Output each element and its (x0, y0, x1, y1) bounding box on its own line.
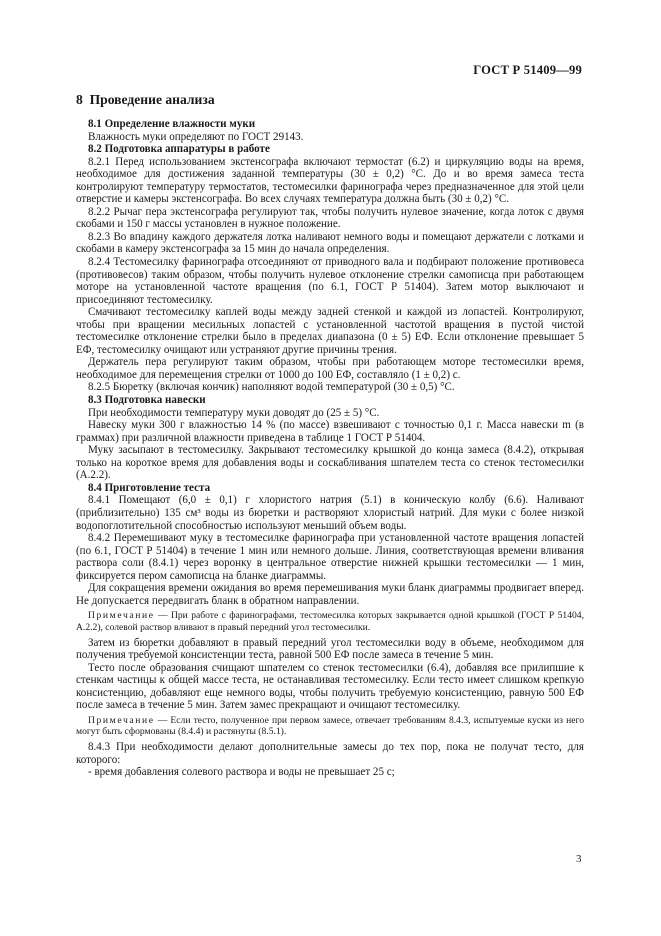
paragraph-8-2-5: 8.2.5 Бюретку (включая кончик) наполняют водой температурой (30 ± 0,5) °С. (88, 381, 455, 394)
paragraph-8-4-2-d: Тесто после образования счищают шпателем со стенок тестомесилки (6.4), добавляя все прилипшие к стенкам частицы к общей массе теста, не останавливая тестомесилку. Если тесто имеет слишком крепкую консистенцию, добавляют еще немного воды, чтобы получить требуемую консистенцию, равную 500 ЕФ после замеса в течение 5 мин. Затем замес прекращают и очищают тестомесилку. (76, 661, 584, 712)
note-1-text: — При работе с фаринографами, тестомесилка которых закрывается одной крышкой (ГОСТ Р 51404, А.2.2), солевой раствор вливают в правый передний угол тестомесилки. (76, 610, 584, 633)
page-number: 3 (576, 853, 582, 865)
paragraph-8-3-c: Муку засыпают в тестомесилку. Закрывают тестомесилку крышкой до конца замеса (8.4.2), открывая только на короткое время для добавления воды и соскабливания шпателем теста со стенок тестомесилки (А.2.2). (76, 444, 584, 482)
paragraph-8-4-2-b: Для сокращения времени ожидания во время перемешивания муки бланк диаграммы продвигает вперед. Не допускается передвигать бланк в обратном направлении. (76, 582, 584, 607)
note-1-label: Примечание (88, 610, 155, 622)
paragraph-8-4-3: 8.4.3 При необходимости делают дополнительные замесы до тех пор, пока не получат тесто, для которого: (76, 740, 584, 766)
list-item: - время добавления солевого раствора и воды не превышает 25 с; (88, 766, 395, 779)
subsection-8-3-title: 8.3 Подготовка навески (88, 394, 206, 407)
note-2 (76, 715, 584, 738)
subsection-8-2-title: 8.2 Подготовка аппаратуры в работе (88, 143, 270, 156)
page-content (76, 92, 584, 779)
paragraph-8-4-2: 8.4.2 Перемешивают муку в тестомесилке фаринографа при установленной частоте вращения лопастей (по 6.1, ГОСТ Р 51404) в течение 1 мин или немного дольше. Линия, соответствующая времени вливания раствора соли (8.4.1) через воронку в центральное отверстие нижней крышки тестомесилки — 1 мин, фиксируется пером самописца на бланке диаграммы. (76, 532, 584, 582)
paragraph-8-2-4: 8.2.4 Тестомесилку фаринографа отсоединяют от приводного вала и подбирают положение противовеса (противовесов) таким образом, чтобы получить нулевое отклонение стрелки самописца при работающем моторе на установленной частоте вращения (по 6.1, ГОСТ Р 51404). Затем мотор выключают и присоединяют тестомесилку. (76, 256, 584, 306)
section-title: Проведение анализа (89, 92, 215, 107)
standard-code: ГОСТ Р 51409—99 (473, 63, 582, 77)
section-heading (76, 92, 584, 108)
note-1 (76, 610, 584, 633)
paragraph-8-4-1: 8.4.1 Помещают (6,0 ± 0,1) г хлористого натрия (5.1) в коническую колбу (6.6). Наливают (приблизительно) 135 см³ воды из бюретки и растворяют хлористый натрий. Для муки с более низкой водопоглотительной способностью используют меньший объем воды. (76, 494, 584, 532)
paragraph-8-3-a: При необходимости температуру муки доводят до (25 ± 5) °С. (88, 406, 380, 419)
paragraph-8-2-3: 8.2.3 Во впадину каждого держателя лотка наливают немного воды и помещают держатели с лотками и скобами в камеру экстенсографа за 15 мин до начала определения. (76, 230, 584, 256)
note-2-label: Примечание (88, 714, 155, 726)
subsection-8-1-text: Влажность муки определяют по ГОСТ 29143. (88, 130, 304, 143)
paragraph-8-2-2: 8.2.2 Рычаг пера экстенсографа регулируют так, чтобы получить нулевое значение, когда лоток с двумя скобами и 150 г массы установлен в нужное положение. (76, 205, 584, 231)
note-2-text: — Если тесто, полученное при первом замесе, отвечает требованиям 8.4.3, испытуемые куски из него могут быть сформованы (8.4.4) и растянуты (8.5.1). (76, 714, 584, 738)
paragraph-8-4-2-c: Затем из бюретки добавляют в правый передний угол тестомесилки воду в объеме, необходимом для получения требуемой консистенции теста, равной 500 ЕФ после замеса в течение 5 мин. (76, 636, 584, 662)
subsection-8-4-title: 8.4 Приготовление теста (88, 481, 211, 494)
paragraph-8-2-4-c: Держатель пера регулируют таким образом, чтобы при работающем моторе тестомесилки время, необходимое для перемещения стрелки от 1000 до 100 ЕФ, составляло (1 ± 0,2) с. (76, 356, 584, 381)
subsection-8-1-title: 8.1 Определение влажности муки (88, 118, 256, 130)
paragraph-8-2-4-b: Смачивают тестомесилку каплей воды между задней стенкой и каждой из лопастей. Контролируют, чтобы при вращении месильных лопастей с установленной частотой вращения в пустой чистой тестомесилке отклонение стрелки было в пределах диапазона (0 ± 5) ЕФ. Если отклонение превышает 5 ЕФ, тестомесилку очищают или устраняют другие причины трения. (76, 306, 584, 356)
paragraph-8-2-1: 8.2.1 Перед использованием экстенсографа включают термостат (6.2) и циркуляцию воды на время, необходимое для достижения заданной температуры (30 ± 0,2) °С. До и во время замеса теста контролируют температуру термостатов, тестомесилки фаринографа через предназначенное для этой цели отверстие и камеры экстенсографа. Во всех случаях температура должна быть (30 ± 0,2) °С. (76, 155, 584, 206)
paragraph-8-3-b: Навеску муки 300 г влажностью 14 % (по массе) взвешивают с точностью 0,1 г. Масса навески m (в граммах) при различной влажности приведена в таблице 1 ГОСТ Р 51404. (76, 419, 584, 444)
section-number: 8 (76, 92, 83, 107)
